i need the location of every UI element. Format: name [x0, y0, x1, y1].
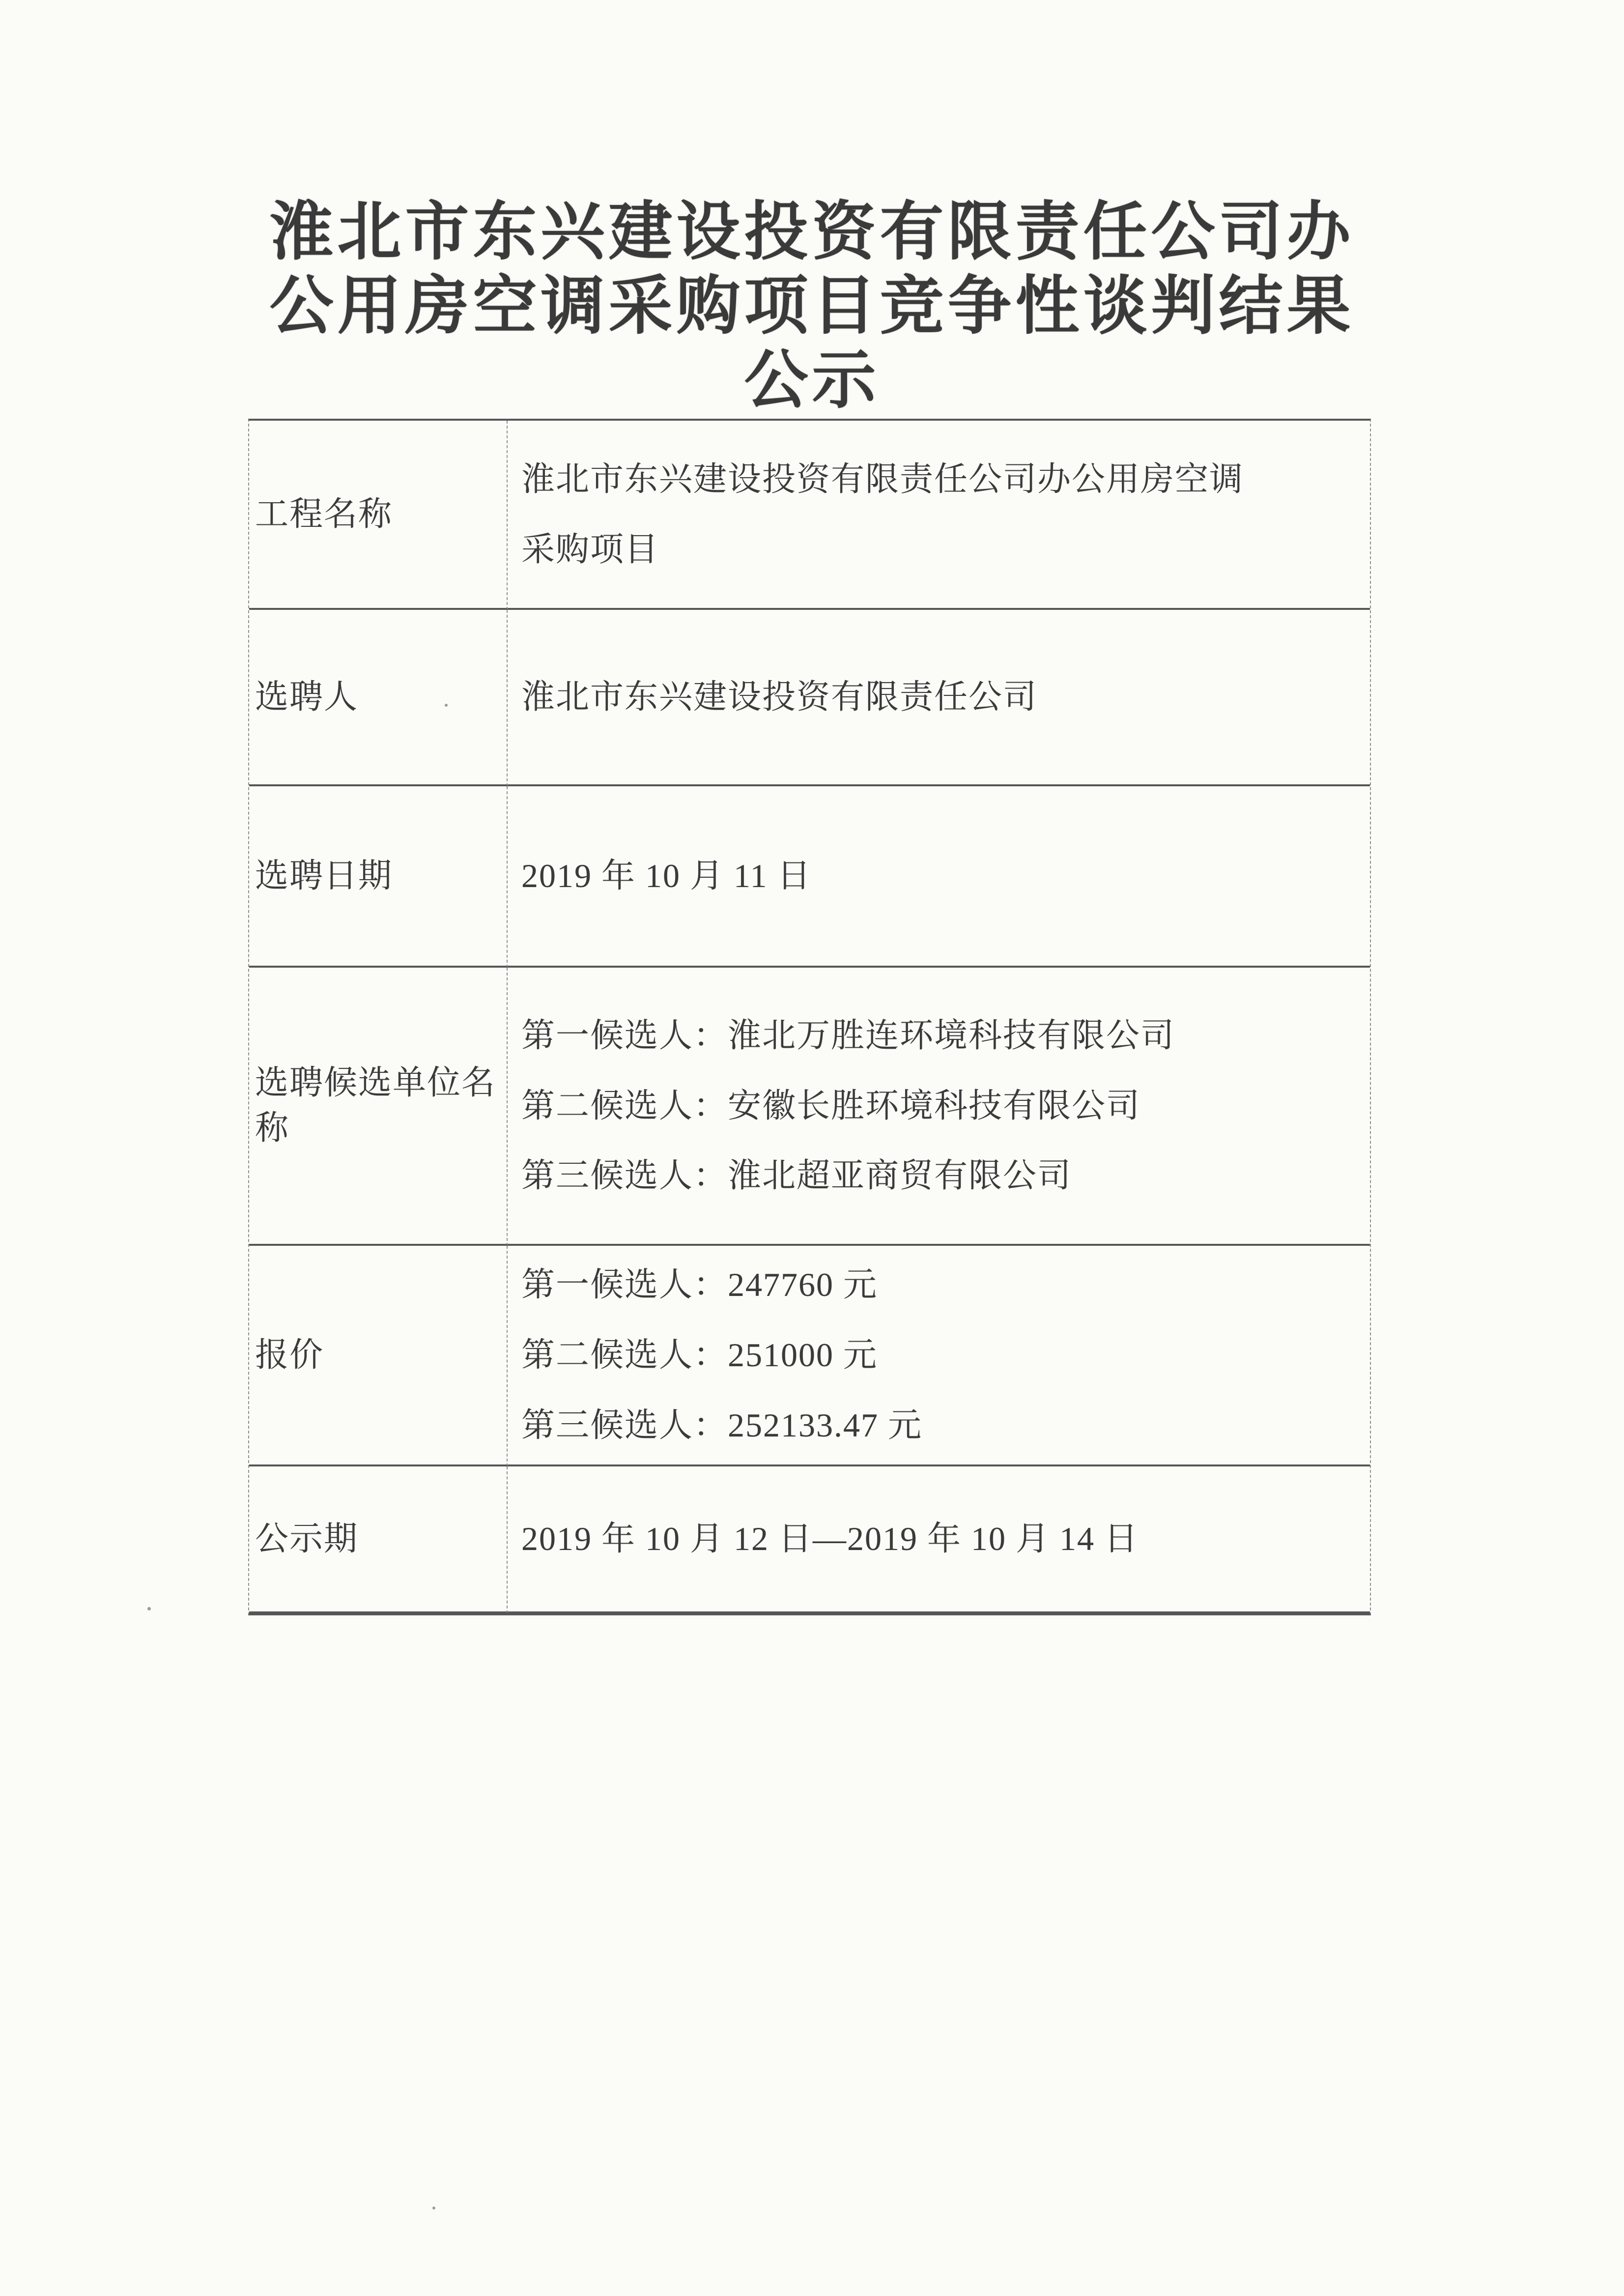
- row-label-selection-date: [249, 786, 508, 968]
- row-value-publicity-period: [508, 1466, 1370, 1613]
- value-line: 第二候选人：安徽长胜环境科技有限公司: [521, 1087, 1141, 1124]
- row-label-employer: [249, 610, 508, 786]
- value-line: 2019 年 10 月 11 日: [521, 857, 812, 895]
- label-text: 选聘日期: [255, 857, 393, 894]
- label-text: 工程名称: [255, 495, 393, 533]
- result-table: [248, 419, 1371, 1615]
- scan-speck: [432, 2207, 435, 2210]
- row-label-project-name: [249, 421, 508, 610]
- label-text: 选聘人: [255, 678, 359, 716]
- value-line: 第一候选人：淮北万胜连环境科技有限公司: [521, 1016, 1175, 1054]
- label-text: 报价: [255, 1336, 324, 1374]
- row-label-quotation: [249, 1246, 508, 1466]
- row-value-employer: [508, 610, 1370, 786]
- label-text: 公示期: [255, 1520, 359, 1557]
- document-title: 淮北市东兴建设投资有限责任公司办公用房空调采购项目竞争性谈判结果公示: [269, 197, 1355, 416]
- value-line: 采购项目: [521, 530, 659, 568]
- row-value-project-name: [508, 421, 1370, 610]
- value-line: 第三候选人：252133.47 元: [521, 1406, 923, 1444]
- label-text: 选聘候选单位名称: [255, 1064, 496, 1147]
- value-line: 第三候选人：淮北超亚商贸有限公司: [521, 1157, 1072, 1195]
- row-label-publicity-period: [249, 1466, 508, 1613]
- value-line: 第一候选人：247760 元: [521, 1266, 878, 1304]
- scan-speck: [147, 1607, 151, 1610]
- row-value-candidate-units: [508, 968, 1370, 1246]
- value-line: 2019 年 10 月 12 日—2019 年 10 月 14 日: [521, 1520, 1139, 1558]
- value-line: 淮北市东兴建设投资有限责任公司: [521, 678, 1038, 716]
- row-value-quotation: [508, 1246, 1370, 1466]
- value-line: 第二候选人：251000 元: [521, 1336, 878, 1374]
- value-line: 淮北市东兴建设投资有限责任公司办公用房空调: [521, 460, 1244, 498]
- row-value-selection-date: [508, 786, 1370, 968]
- scan-speck: [445, 704, 448, 707]
- row-label-candidate-units: [249, 968, 508, 1246]
